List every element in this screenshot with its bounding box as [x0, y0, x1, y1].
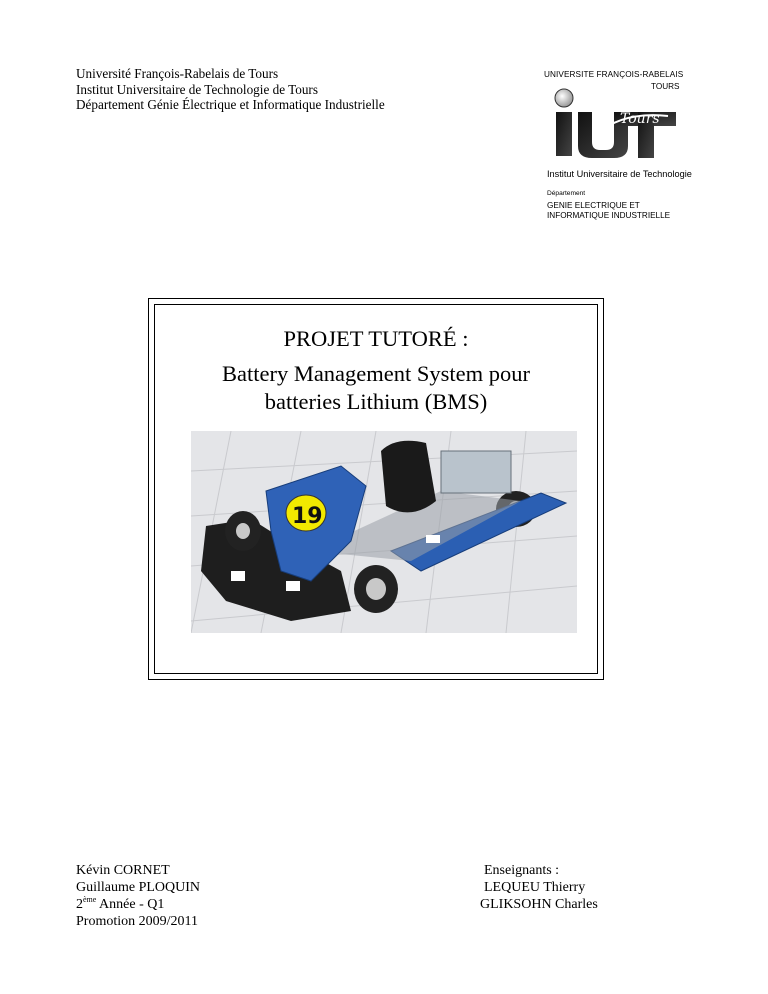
institute-name: Institut Universitaire de Technologie de Tours: [76, 81, 318, 97]
kart-number: 19: [292, 504, 323, 529]
logo-university-line1: UNIVERSITE FRANÇOIS-RABELAIS: [544, 70, 684, 79]
year-number: 2: [76, 897, 83, 912]
logo-dept-line2: INFORMATIQUE INDUSTRIELLE: [547, 210, 671, 220]
department-name: Département Génie Électrique et Informatique Industrielle: [76, 97, 385, 112]
logo-university-line2: TOURS: [651, 82, 680, 91]
title-line3: batteries Lithium (BMS): [264, 389, 488, 414]
university-name: Université François-Rabelais de Tours: [76, 66, 279, 81]
authors-block: [76, 862, 200, 930]
logo-dept-label: Département: [547, 190, 586, 197]
teachers-block: [480, 862, 598, 913]
promotion: Promotion 2009/2011: [76, 914, 198, 929]
teacher-1: LEQUEU Thierry: [484, 880, 586, 895]
year-rest: Année - Q1: [96, 897, 165, 912]
title-line2: Battery Management System pour: [221, 361, 531, 386]
author-2: Guillaume PLOQUIN: [76, 880, 201, 895]
iut-logo: [544, 70, 744, 230]
iut-mark-icon: [548, 88, 678, 170]
title-frame: [148, 298, 604, 680]
logo-dept-line1: GENIE ELECTRIQUE ET: [547, 201, 640, 210]
year-superscript: ème: [83, 895, 97, 904]
institution-header: [76, 66, 385, 113]
logo-script-text: Tours: [620, 111, 660, 127]
year-line: [76, 896, 200, 913]
title-frame-inner: [154, 304, 598, 674]
teacher-2: GLIKSOHN Charles: [480, 897, 598, 912]
author-1: Kévin CORNET: [76, 863, 170, 878]
logo-dept: [547, 201, 670, 220]
title-line1: PROJET TUTORÉ :: [283, 326, 469, 351]
kart-photo: [191, 431, 577, 633]
teachers-label: Enseignants :: [484, 863, 560, 878]
logo-institute: Institut Universitaire de Technologie: [547, 169, 692, 179]
